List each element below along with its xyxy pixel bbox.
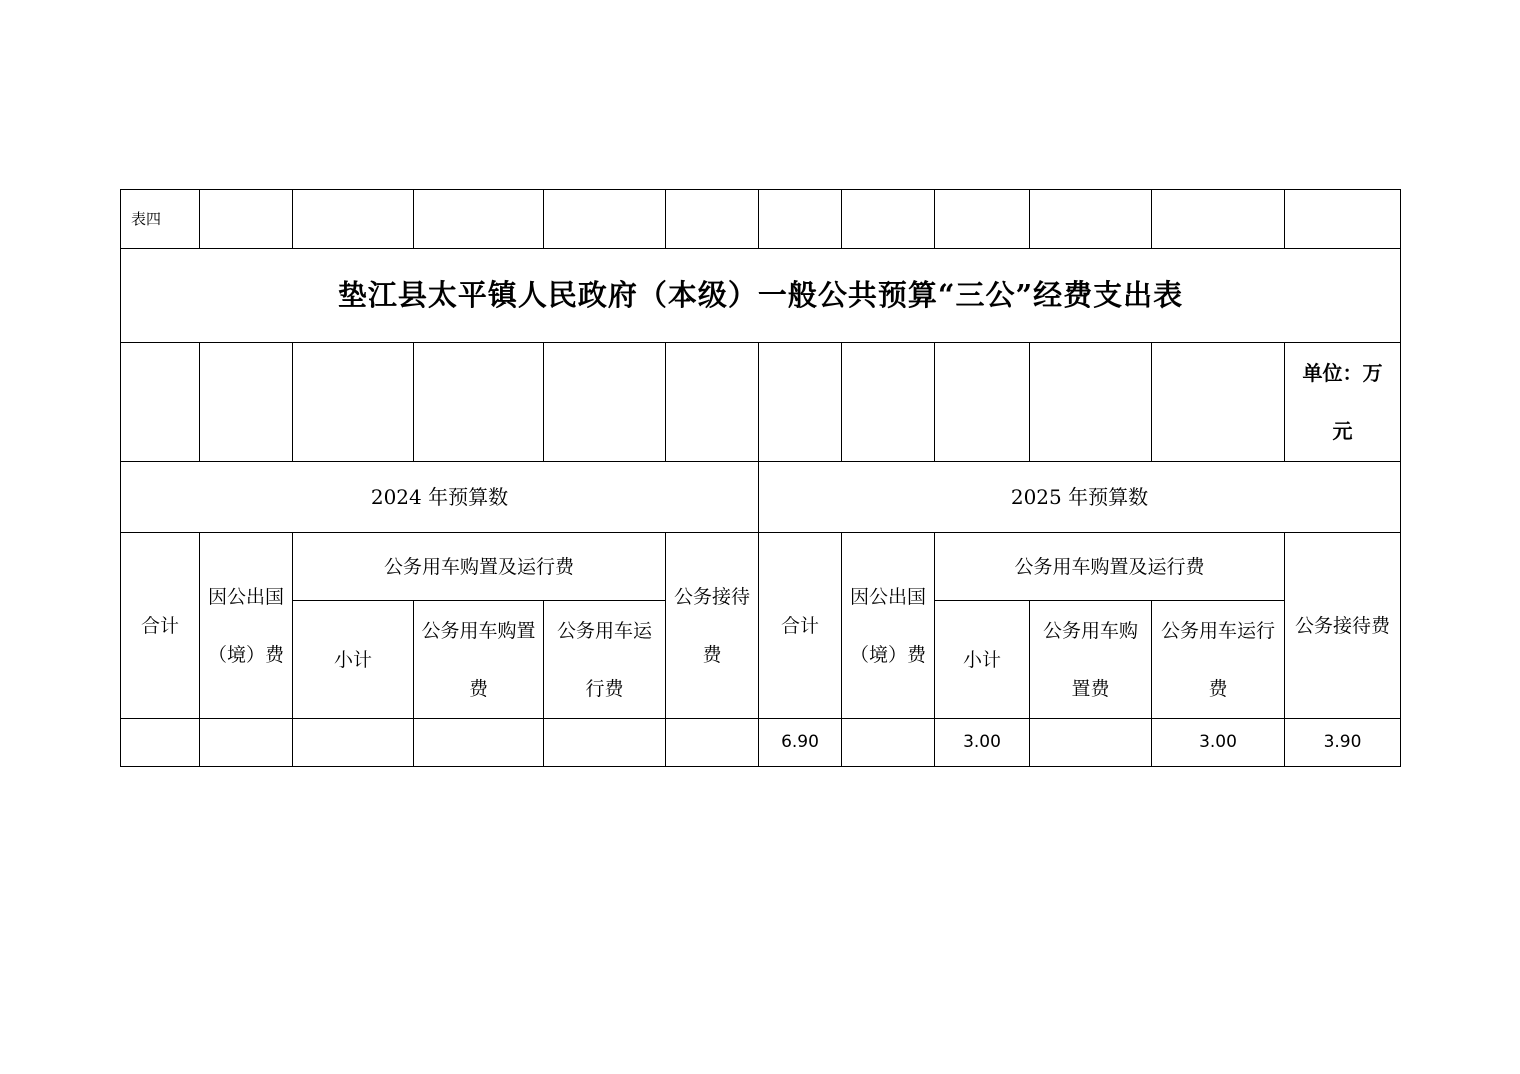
empty-cell	[200, 190, 293, 249]
year-2025-label: 年预算数	[1068, 484, 1149, 509]
cell-purchase-2025	[1030, 719, 1152, 767]
empty-cell	[293, 343, 414, 462]
header-total-2024: 合计	[121, 533, 200, 719]
year-2024-label: 年预算数	[428, 484, 509, 509]
empty-cell	[842, 343, 935, 462]
empty-cell	[544, 190, 666, 249]
cell-operation-2025: 3.00	[1152, 719, 1285, 767]
empty-cell	[666, 343, 759, 462]
cell-reception-2025: 3.90	[1285, 719, 1401, 767]
cell-subtotal-2025: 3.00	[935, 719, 1030, 767]
header-abroad-2025: 因公出国（境）费	[842, 533, 935, 719]
empty-cell	[1152, 190, 1285, 249]
empty-cell	[759, 343, 842, 462]
empty-cell	[121, 343, 200, 462]
header-operation-2025: 公务用车运行费	[1152, 601, 1285, 719]
header-total-2025: 合计	[759, 533, 842, 719]
year-2025-number: 2025	[1010, 484, 1062, 509]
cell-reception-2024	[666, 719, 759, 767]
cell-abroad-2024	[200, 719, 293, 767]
header-purchase-2025: 公务用车购置费	[1030, 601, 1152, 719]
header-purchase-2024: 公务用车购置费	[414, 601, 544, 719]
empty-cell	[1285, 190, 1401, 249]
cell-total-2024	[121, 719, 200, 767]
year-2025-header	[759, 462, 1401, 533]
header-vehicle-group-2025: 公务用车购置及运行费	[935, 533, 1285, 601]
empty-cell	[414, 190, 544, 249]
header-reception-2025: 公务接待费	[1285, 533, 1401, 719]
header-reception-2024: 公务接待费	[666, 533, 759, 719]
header-subtotal-2025: 小计	[935, 601, 1030, 719]
empty-cell	[293, 190, 414, 249]
unit-label: 单位：万元	[1285, 343, 1401, 462]
empty-cell	[200, 343, 293, 462]
empty-cell	[544, 343, 666, 462]
empty-cell	[842, 190, 935, 249]
cell-total-2025: 6.90	[759, 719, 842, 767]
empty-cell	[935, 343, 1030, 462]
empty-cell	[1030, 190, 1152, 249]
cell-abroad-2025	[842, 719, 935, 767]
cell-purchase-2024	[414, 719, 544, 767]
year-2024-number: 2024	[370, 484, 422, 509]
table-title: 垫江县太平镇人民政府（本级）一般公共预算“三公”经费支出表	[121, 249, 1401, 343]
empty-cell	[1030, 343, 1152, 462]
header-operation-2024: 公务用车运行费	[544, 601, 666, 719]
empty-cell	[759, 190, 842, 249]
header-vehicle-group-2024: 公务用车购置及运行费	[293, 533, 666, 601]
cell-subtotal-2024	[293, 719, 414, 767]
three-public-expenses-table	[120, 189, 1401, 767]
empty-cell	[935, 190, 1030, 249]
header-abroad-2024: 因公出国（境）费	[200, 533, 293, 719]
empty-cell	[414, 343, 544, 462]
empty-cell	[666, 190, 759, 249]
empty-cell	[1152, 343, 1285, 462]
year-2024-header	[121, 462, 759, 533]
table-label: 表四	[121, 190, 200, 249]
cell-operation-2024	[544, 719, 666, 767]
header-subtotal-2024: 小计	[293, 601, 414, 719]
